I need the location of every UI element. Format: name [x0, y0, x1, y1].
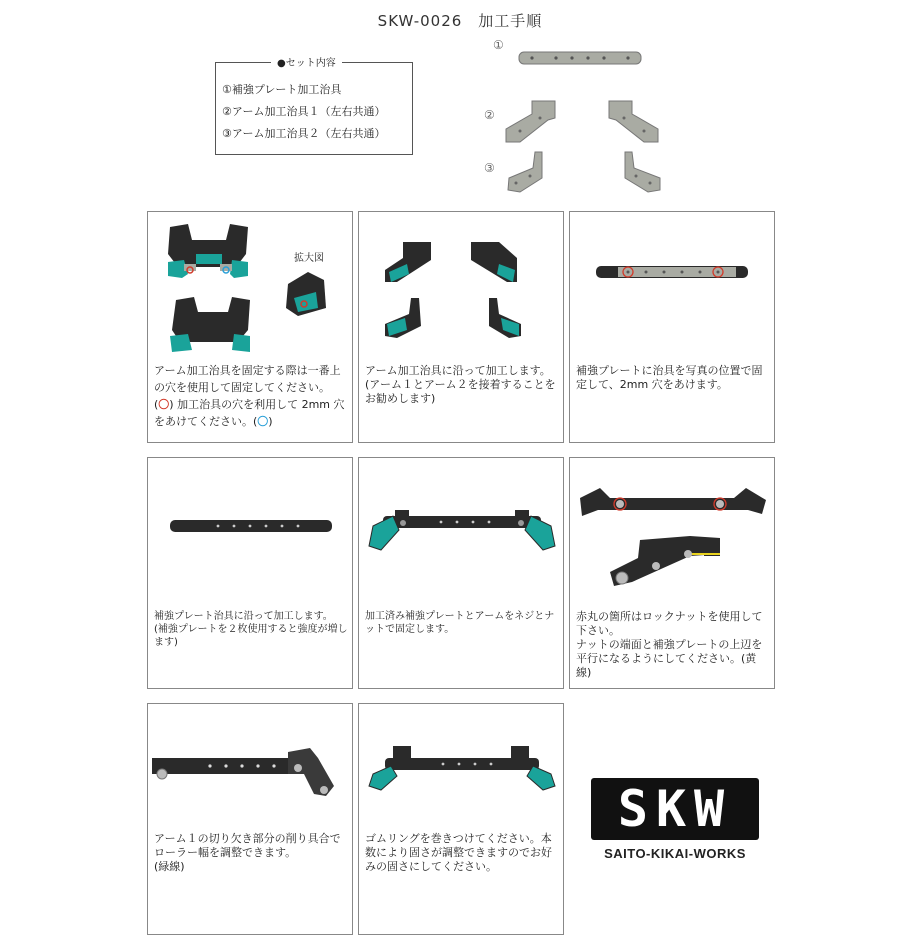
- part-1-plate: [519, 52, 641, 64]
- part-label-2: ②: [484, 108, 495, 122]
- step-panel-3: [569, 211, 775, 443]
- step-panel-2: [358, 211, 564, 443]
- logo-subtitle: SAITO-KIKAI-WORKS: [604, 846, 746, 861]
- step-2-caption: アーム加工治具に沿って加工します。 (アーム１とアーム２を接着することをお勧めします): [365, 364, 556, 405]
- step-1-photo: [148, 212, 354, 362]
- step-4-caption: 補強プレート治具に沿って加工します。 (補強プレートを２枚使用すると強度が増します): [154, 611, 348, 648]
- step-panel-5: [358, 457, 564, 689]
- set-item-3: ③アーム加工治具２（左右共通）: [222, 127, 386, 140]
- step-panel-8: [358, 703, 564, 935]
- step-4-photo: [148, 458, 354, 608]
- part-2-arm-left: [506, 101, 555, 142]
- step-panel-6: [569, 457, 775, 689]
- step-panel-1: [147, 211, 353, 443]
- step-1-caption: アーム加工治具を固定する際は一番上の穴を使用して固定してください。(〇) 加工治具の穴を利用して 2mm 穴をあけてください。(〇): [154, 364, 345, 428]
- step-3-caption: 補強プレートに治具を写真の位置で固定して、2mm 穴をあけます。: [576, 364, 763, 391]
- step-3-photo: [570, 212, 776, 362]
- step-5-photo: [359, 458, 565, 608]
- logo-mark: SKW: [591, 778, 759, 840]
- step-5-caption: 加工済み補強プレートとアームをネジとナットで固定します。: [365, 611, 555, 635]
- parts-overview-illustration: [0, 0, 920, 210]
- set-item-1: ①補強プレート加工治具: [222, 83, 342, 96]
- page-title: SKW-0026 加工手順: [377, 12, 543, 30]
- set-contents-title: ●セット内容: [271, 54, 342, 69]
- step-1-annotation: 拡大図: [294, 253, 324, 264]
- step-8-caption: ゴムリングを巻きつけてください。本数により固さが調整できますのでお好みの固さにしてください。: [365, 832, 552, 873]
- step-8-photo: [359, 704, 565, 834]
- step-6-caption: 赤丸の箇所はロックナットを使用して下さい。 ナットの端面と補強プレートの上辺を平行になるようにしてください。(黄線): [576, 610, 763, 679]
- set-item-2: ②アーム加工治具１（左右共通）: [222, 105, 386, 118]
- part-2-arm-right: [609, 101, 658, 142]
- part-label-1: ①: [493, 38, 504, 52]
- blue-circle-mark: 〇: [257, 415, 269, 428]
- step-6-photo: [570, 458, 776, 608]
- step-7-caption: アーム１の切り欠き部分の削り具合でローラー幅を調整できます。 (緑線): [154, 832, 341, 873]
- step-panel-7: [147, 703, 353, 935]
- red-circle-mark: 〇: [158, 398, 170, 411]
- part-3-arm-right: [625, 152, 660, 192]
- step-2-photo: [359, 212, 565, 362]
- brand-logo: [585, 778, 765, 861]
- part-3-arm-left: [508, 152, 542, 192]
- part-label-3: ③: [484, 161, 495, 175]
- step-7-photo: [148, 704, 354, 834]
- step-panel-4: [147, 457, 353, 689]
